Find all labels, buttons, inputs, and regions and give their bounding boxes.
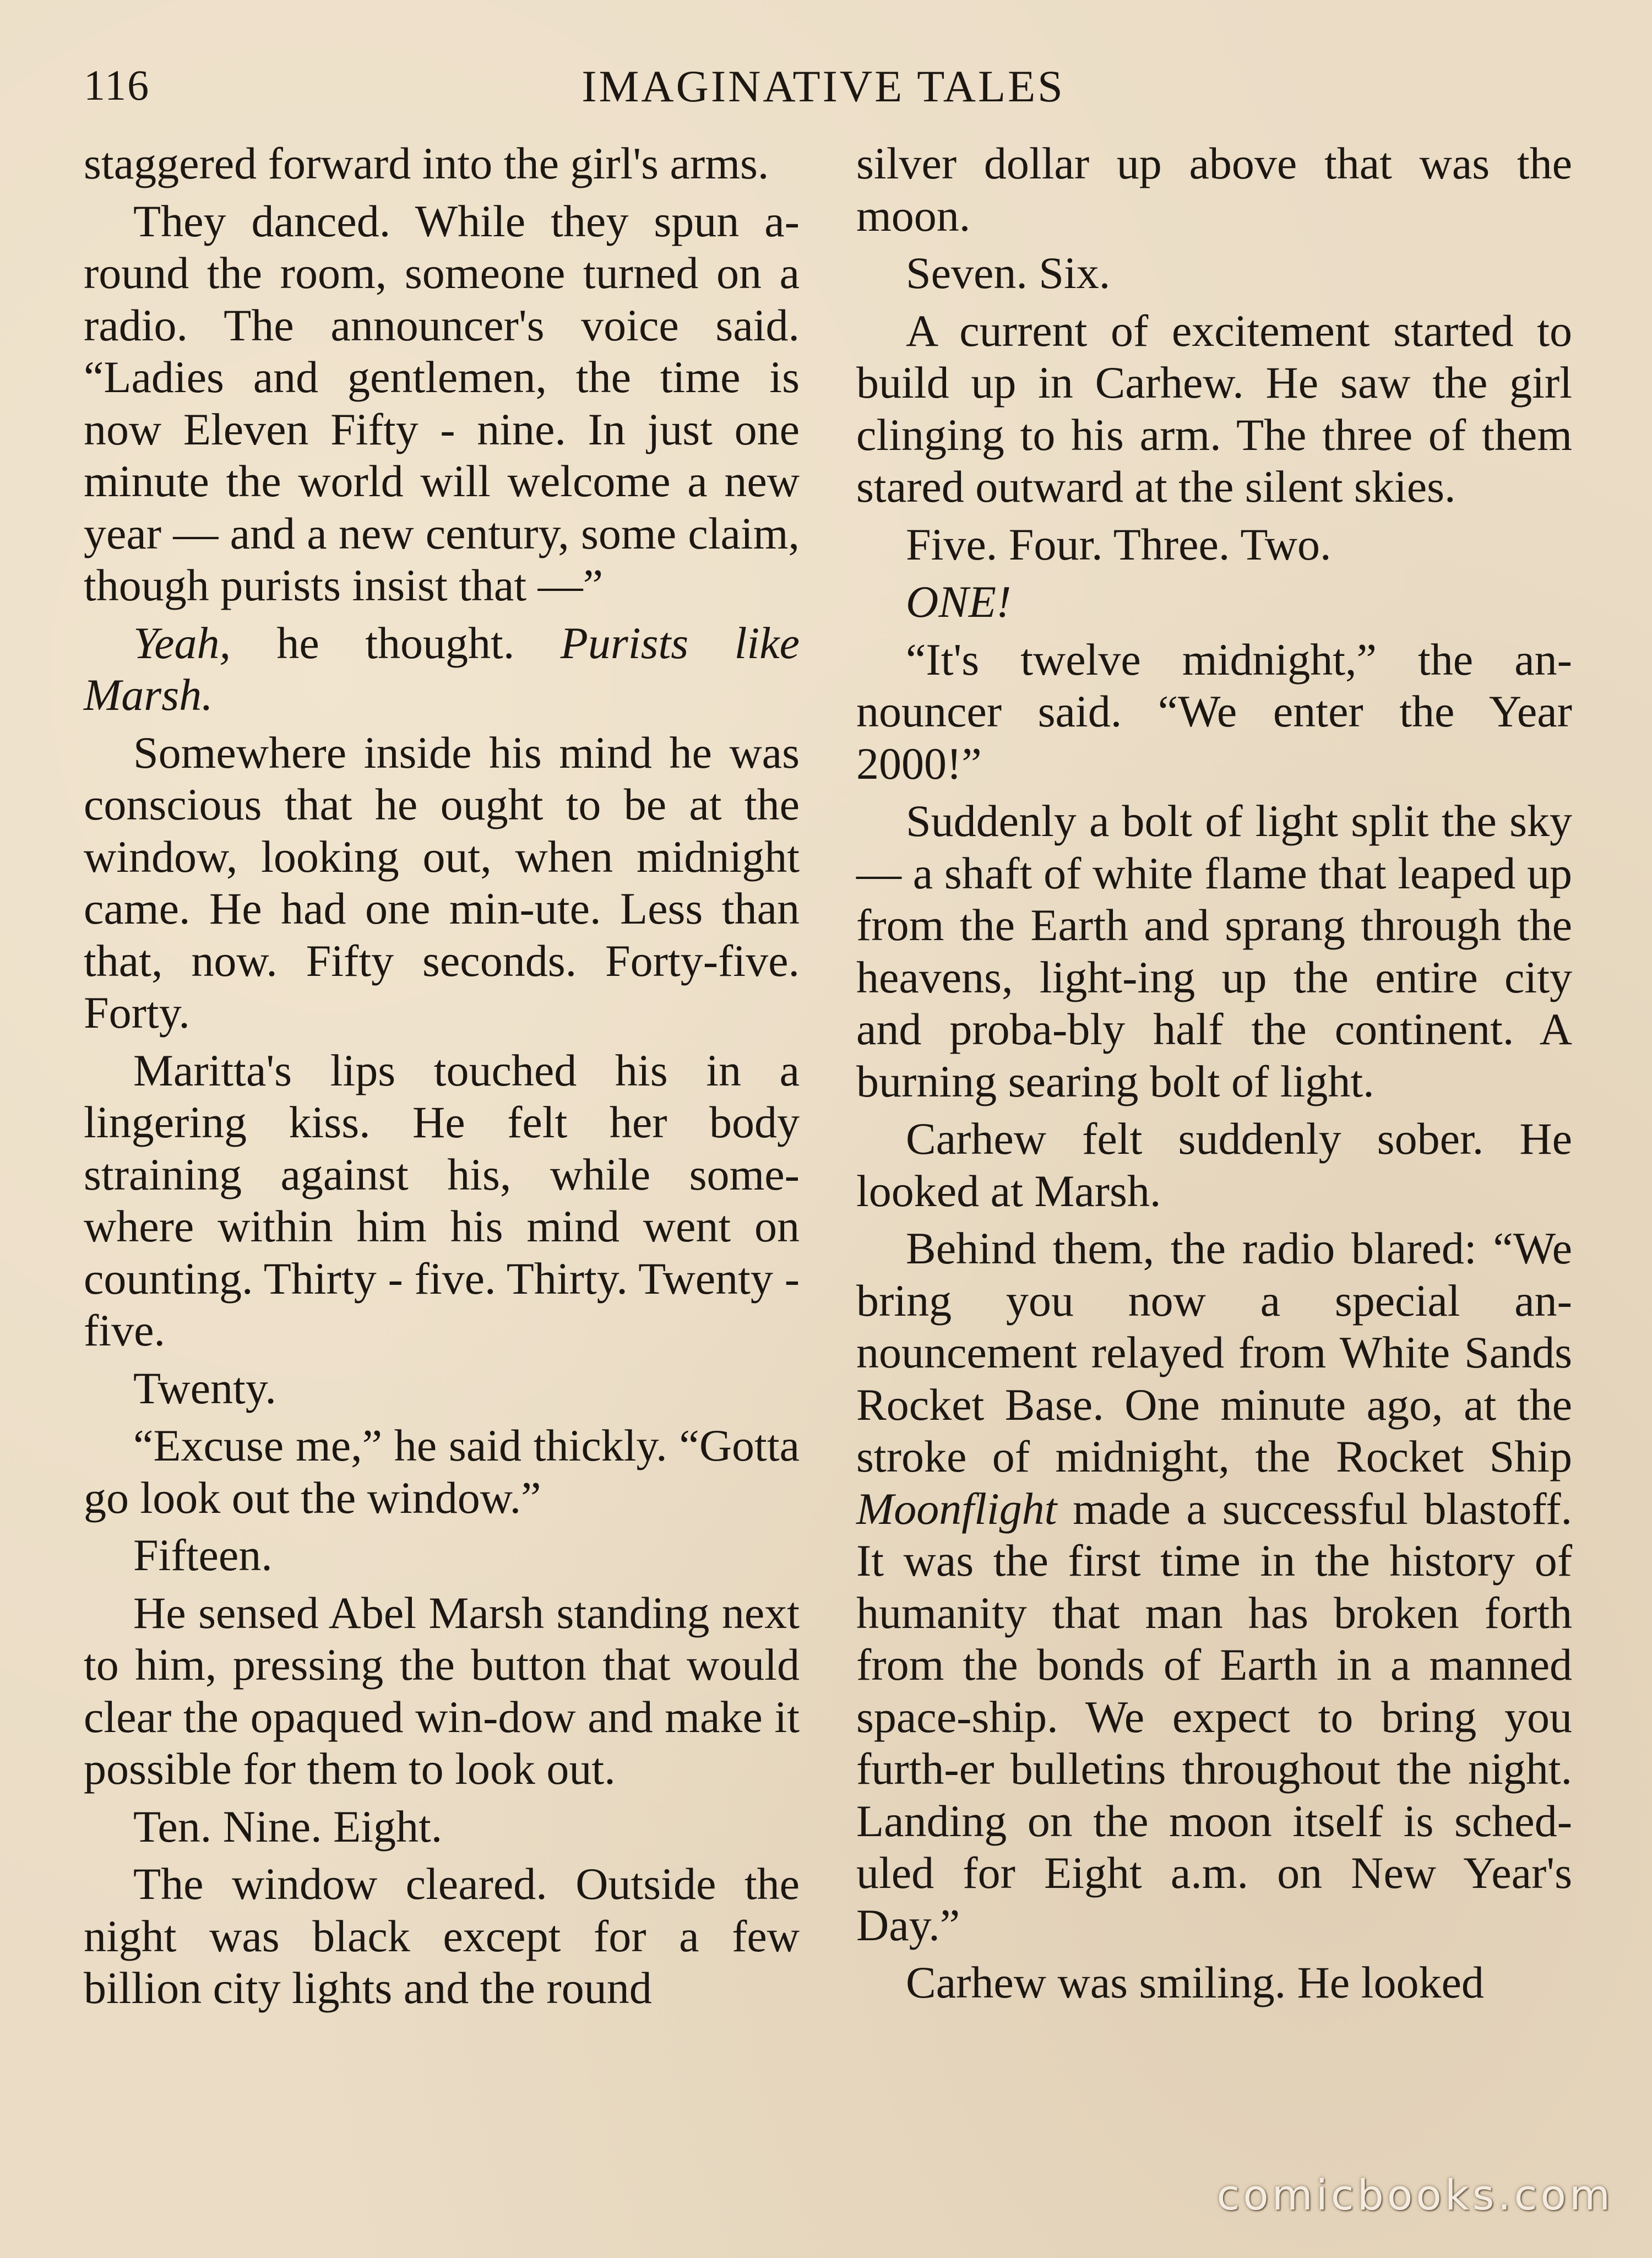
paragraph: Carhew was smiling. He looked [906,1957,1484,2007]
running-title: IMAGINATIVE TALES [582,61,1065,111]
paragraph: Behind them, the radio blared: “We bring you now a special an-nouncement relayed from White Sands Rocket Base. One minute ago, at the stroke of midnight, the Rocket Ship Moonflight made a successful blastoff. It was the first time in the history of humanity that man has broken forth from the bonds of Earth in a manned space-ship. We expect to bring you furth-er bulletins throughout the night. Landing on the moon itself is sched-uled for Eight a.m. on New Year's Day.” [856,1223,1572,1950]
paragraph: silver dollar up above that was the moon. [856,138,1572,241]
paragraph: Twenty. [133,1363,276,1413]
paragraph: Maritta's lips touched his in a lingering kiss. He felt her body straining against his, while some-where within him his mind went on counting. Thirty - five. Thirty. Twenty - five. [84,1045,800,1355]
paragraph: “Excuse me,” he said thickly. “Gotta go look out the window.” [84,1420,800,1523]
paragraph: Carhew felt suddenly sober. He looked at Marsh. [856,1114,1572,1216]
left-column [84,138,800,2020]
page-header [77,61,1569,121]
paragraph: Somewhere inside his mind he was conscious that he ought to be at the window, looking out, when midnight came. He had one min-ute. Less than that, now. Fifty seconds. Forty-five. Forty. [84,727,800,1038]
paragraph: ONE! [906,577,1012,627]
paragraph: “It's twelve midnight,” the an-nouncer said. “We enter the Year 2000!” [856,634,1572,789]
paragraph: Seven. Six. [906,248,1111,298]
paragraph: Ten. Nine. Eight. [133,1801,443,1852]
right-column [856,138,1572,2015]
paragraph: Five. Four. Three. Two. [906,519,1332,569]
page-number: 116 [84,61,150,109]
paragraph: He sensed Abel Marsh standing next to him, pressing the button that would clear the opaqued win-dow and make it possible for them to look out. [84,1587,800,1794]
paragraph: The window cleared. Outside the night was black except for a few billion city lights and the round [84,1859,800,2013]
watermark: comicbooks.com [1216,2170,1613,2219]
paragraph: staggered forward into the girl's arms. [84,138,769,188]
paragraph: Suddenly a bolt of light split the sky — a shaft of white flame that leaped up from the Earth and sprang through the heavens, light-ing up the entire city and proba-bly half the continent. A burning searing bolt of light. [856,796,1572,1106]
paragraph: They danced. While they spun a-round the room, someone turned on a radio. The announcer's voice said. “Ladies and gentlemen, the time is now Eleven Fifty - nine. In just one minute the world will welcome a new year — and a new century, some claim, though purists insist that —” [84,196,800,610]
paragraph: A current of excitement started to build up in Carhew. He saw the girl clinging to his arm. The three of them stared outward at the silent skies. [856,305,1572,512]
paragraph: Fifteen. [133,1530,273,1580]
paragraph: Yeah, he thought. Purists like Marsh. [84,617,800,720]
